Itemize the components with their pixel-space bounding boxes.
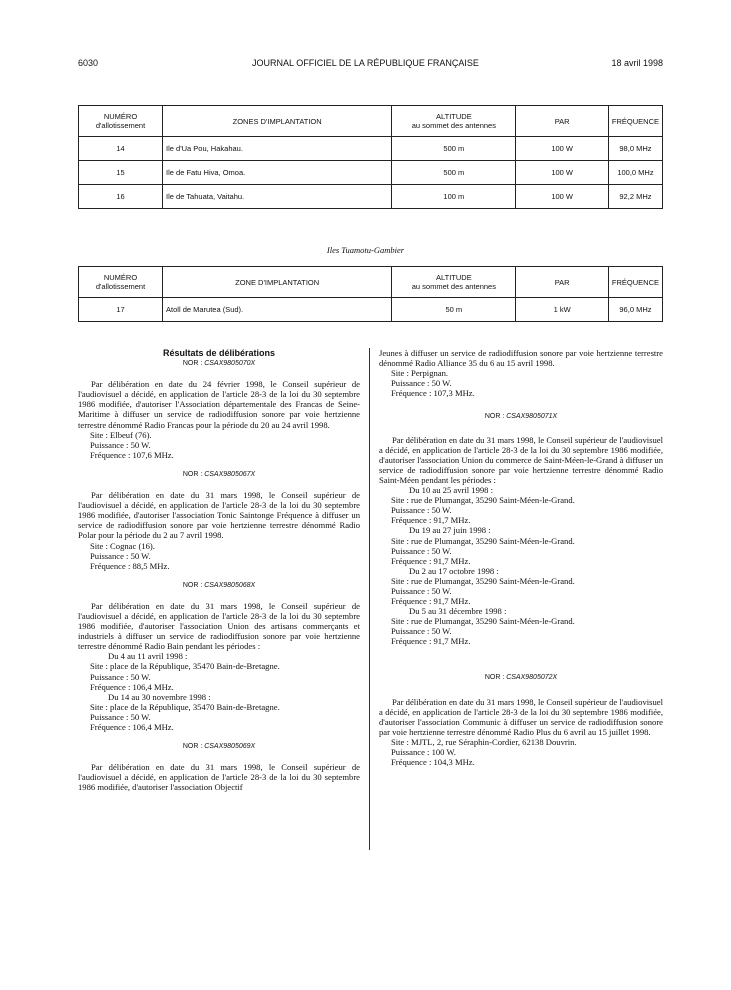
power-line: Puissance : 50 W. xyxy=(90,711,151,722)
frequency-line: Fréquence : 91,7 MHz. xyxy=(391,515,471,526)
cell-altitude: 500 m xyxy=(392,137,516,161)
frequency-line: Fréquence : 88,5 MHz. xyxy=(90,560,170,571)
page-number: 6030 xyxy=(78,58,99,68)
site-line: Site : Cognac (16). xyxy=(90,540,155,551)
power-line: Puissance : 50 W. xyxy=(90,439,151,450)
journal-title: JOURNAL OFFICIEL DE LA RÉPUBLIQUE FRANÇAISE xyxy=(252,58,479,68)
deliberation-text: Par délibération en date du 31 mars 1998, le Conseil supérieur de l'audiovisuel a décidé, en application de l'article 28-3 de la loi du 30 septembre 1986 modifiée, d'autoriser l'association Communic à diffuser un service de radiodiffusion sonore par voie hertzienne terrestre dénommé Radio Plus du 6 avril au 15 juillet 1998. xyxy=(379,696,663,737)
frequency-line: Fréquence : 107,3 MHz. xyxy=(391,388,475,399)
power-line: Puissance : 100 W. xyxy=(391,747,456,758)
frequency-line: Fréquence : 106,4 MHz. xyxy=(90,722,174,732)
col-frequence: FRÉQUENCE xyxy=(608,106,662,137)
site-line: Site : rue de Plumangat, 35290 Saint-Méen-le-Grand. xyxy=(391,616,575,627)
site-line: Site : rue de Plumangat, 35290 Saint-Méen-le-Grand. xyxy=(391,575,575,586)
period-line: Du 14 au 30 novembre 1998 : xyxy=(108,691,211,702)
power-line: Puissance : 50 W. xyxy=(391,378,452,389)
period-line: Du 2 au 17 octobre 1998 : xyxy=(409,565,499,576)
deliberation-text: Par délibération en date du 31 mars 1998, le Conseil supérieur de l'audiovisuel a décidé, en application de l'article 28-3 de la loi du 30 septembre 1986 modifiée, d'autoriser l'association Union des artisans commerçants et industriels à diffuser un service de radiodiffusion sonore par voie hertzienne terrestre dénommé Radio Bain pendant les périodes : xyxy=(78,600,360,652)
period-line: Du 5 au 31 décembre 1998 : xyxy=(409,606,507,617)
cell-numero: 16 xyxy=(79,185,163,209)
nor-reference: NOR : CSAX9805070X xyxy=(182,360,256,368)
frequency-line: Fréquence : 104,3 MHz. xyxy=(391,757,475,768)
nor-reference: NOR : CSAX9805071X xyxy=(484,413,558,421)
site-line: Site : Perpignan. xyxy=(391,368,449,379)
cell-par: 100 W xyxy=(516,161,609,185)
table-row xyxy=(79,298,663,322)
power-line: Puissance : 50 W. xyxy=(391,505,452,516)
col-altitude: ALTITUDE au sommet des antennes xyxy=(392,106,516,137)
power-line: Puissance : 50 W. xyxy=(391,545,452,556)
col-frequence: FRÉQUENCE xyxy=(608,267,662,298)
power-line: Puissance : 50 W. xyxy=(391,585,452,596)
col-zone: ZONE D'IMPLANTATION xyxy=(163,267,392,298)
cell-numero: 17 xyxy=(79,298,163,322)
period-line: Du 4 au 11 avril 1998 : xyxy=(108,651,188,662)
cell-altitude: 100 m xyxy=(392,185,516,209)
cell-zone: Ile d'Ua Pou, Hakahau. xyxy=(163,137,392,161)
left-column xyxy=(78,348,360,792)
site-line: Site : rue de Plumangat, 35290 Saint-Méen-le-Grand. xyxy=(391,495,575,506)
cell-frequence: 92,2 MHz xyxy=(608,185,662,209)
deliberation-text: Par délibération en date du 31 mars 1998, le Conseil supérieur de l'audiovisuel a décidé, en application de l'article 28-3 de la loi du 30 septembre 1986 modifiée, d'autoriser l'association Objectif xyxy=(78,762,360,793)
period-line: Du 10 au 25 avril 1998 : xyxy=(409,485,494,496)
deliberation-text: Par délibération en date du 31 mars 1998, le Conseil supérieur de l'audiovisuel a décidé, en application de l'article 28-3 de la loi du 30 septembre 1986 modifiée, d'autoriser l'association Tonic Saintonge Fréquence à diffuser un service de radiodiffusion sonore par voie hertzienne terrestre dénommé Radio Polar pour la période du 2 au 7 avril 1998. xyxy=(78,490,360,541)
deliberation-text: Jeunes à diffuser un service de radiodiffusion sonore par voie hertzienne terrestre dénommé Radio Alliance 35 du 6 au 15 avril 1998. xyxy=(379,348,663,369)
cell-numero: 14 xyxy=(79,137,163,161)
frequency-line: Fréquence : 91,7 MHz. xyxy=(391,596,471,607)
nor-reference: NOR : CSAX9805072X xyxy=(484,673,558,681)
table-row xyxy=(79,185,663,209)
period-line: Du 19 au 27 juin 1998 : xyxy=(409,525,491,536)
site-line: Site : place de la République, 35470 Bain-de-Bretagne. xyxy=(90,701,280,712)
cell-numero: 15 xyxy=(79,161,163,185)
frequency-line: Fréquence : 106,4 MHz. xyxy=(90,681,174,692)
deliberation-text: Par délibération en date du 31 mars 1998, le Conseil supérieur de l'audiovisuel a décidé, en application de l'article 28-3 de la loi du 30 septembre 1986 modifiée, d'autoriser l'association Union du commerce de Saint-Méen-le-Grand à diffuser un service de radiodiffusion sonore par voie hertzienne terrestre dénommé Radio Saint-Méen pendant les périodes : xyxy=(379,434,663,485)
col-zone: ZONES D'IMPLANTATION xyxy=(163,106,392,137)
power-line: Puissance : 50 W. xyxy=(90,550,151,561)
cell-par: 100 W xyxy=(516,185,609,209)
cell-frequence: 100,0 MHz xyxy=(608,161,662,185)
frequency-line: Fréquence : 107,6 MHz. xyxy=(90,449,174,460)
cell-zone: Ile de Tahuata, Vaitahu. xyxy=(163,185,392,209)
cell-zone: Atoll de Marutea (Sud). xyxy=(163,298,392,322)
table-row xyxy=(79,161,663,185)
col-par: PAR xyxy=(516,106,609,137)
nor-reference: NOR : CSAX9805068X xyxy=(182,581,256,589)
nor-reference: NOR : CSAX9805069X xyxy=(182,743,256,751)
header-date: 18 avril 1998 xyxy=(611,58,663,68)
power-line: Puissance : 50 W. xyxy=(90,671,151,682)
cell-zone: Ile de Fatu Hiva, Omoa. xyxy=(163,161,392,185)
site-line: Site : place de la République, 35470 Bain-de-Bretagne. xyxy=(90,661,280,672)
cell-par: 100 W xyxy=(516,137,609,161)
cell-altitude: 50 m xyxy=(392,298,516,322)
site-line: Site : Elbeuf (76). xyxy=(90,429,152,440)
col-par: PAR xyxy=(516,267,609,298)
allotment-table-1 xyxy=(78,105,663,209)
nor-reference: NOR : CSAX9805067X xyxy=(182,470,256,478)
cell-frequence: 98,0 MHz xyxy=(608,137,662,161)
cell-altitude: 500 m xyxy=(392,161,516,185)
site-line: Site : rue de Plumangat, 35290 Saint-Méen-le-Grand. xyxy=(391,535,575,546)
section-title: Résultats de délibérations xyxy=(162,348,276,358)
cell-par: 1 kW xyxy=(516,298,609,322)
section-label: Iles Tuamotu-Gambier xyxy=(326,245,405,255)
deliberation-text: Par délibération en date du 24 février 1998, le Conseil supérieur de l'audiovisuel a décidé, en application de l'article 28-3 de la loi du 30 septembre 1986 modifiée, d'autoriser l'Association départementale des Francas de Seine-Maritime à diffuser un service de radiodiffusion sonore par voie hertzienne terrestre dénommé Radio Francas pour la période du 20 au 24 avril 1998. xyxy=(78,379,360,430)
column-divider xyxy=(369,348,370,850)
site-line: Site : MJTL, 2, rue Séraphin-Cordier, 62138 Douvrin. xyxy=(391,737,577,747)
col-numero: NUMÉRO d'allotissement xyxy=(79,267,163,298)
col-numero: NUMÉRO d'allotissement xyxy=(79,106,163,137)
power-line: Puissance : 50 W. xyxy=(391,626,452,637)
cell-frequence: 96,0 MHz xyxy=(608,298,662,322)
table-row xyxy=(79,137,663,161)
allotment-table-2 xyxy=(78,266,663,322)
frequency-line: Fréquence : 91,7 MHz. xyxy=(391,636,471,647)
right-column xyxy=(379,348,663,767)
frequency-line: Fréquence : 91,7 MHz. xyxy=(391,555,471,566)
col-altitude: ALTITUDE au sommet des antennes xyxy=(392,267,516,298)
